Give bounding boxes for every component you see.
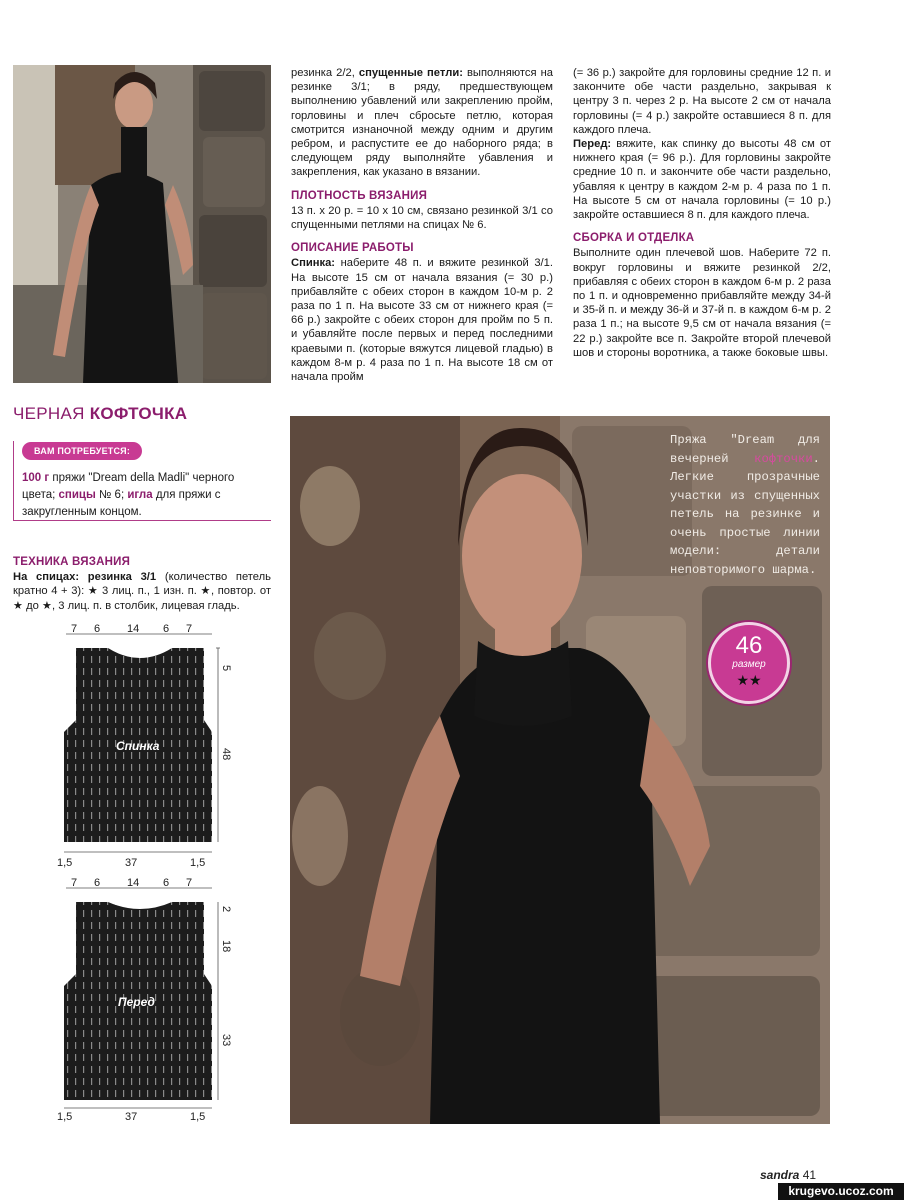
front-instructions xyxy=(573,137,831,222)
back-dim-bottom-3: 1,5 xyxy=(190,857,206,869)
materials-text xyxy=(22,470,270,521)
magazine-brand: sandra xyxy=(760,1168,800,1182)
back-dim-top-5: 7 xyxy=(186,623,193,635)
materials-label: ВАМ ПОТРЕБУЕТСЯ: xyxy=(22,442,142,460)
front-dim-top-2: 6 xyxy=(94,877,101,889)
work-heading: ОПИСАНИЕ РАБОТЫ xyxy=(291,242,414,255)
front-dim-bottom-2: 37 xyxy=(125,1111,138,1123)
density-heading: ПЛОТНОСТЬ ВЯЗАНИЯ xyxy=(291,189,428,202)
back-text: наберите 48 п. и вяжите резинкой 3/1. На высоте 15 см от начала вязания (= 30 р.) прибавляйте с обеих сторон в каждом 10-м р. 2 раза по 1 п. На высоте 33 см от нижнего края (= 66 р.) закройте с обеих сторон для пройм по 5 п. и убавляйте после первых и перед последними краевыми п. (которые вяжутся лицевой гладью) в каждом 8-м р. 4 раза по 1 п. На высоте 18 см от начала пройм xyxy=(291,257,553,384)
caption-b: . Легкие прозрачные участки из спущенных петель на резинке и очень простые линии модели: детали неповторимого шарма. xyxy=(670,451,820,577)
front-dim-bottom-3: 1,5 xyxy=(190,1111,206,1123)
technique-block xyxy=(13,555,271,613)
column-2 xyxy=(291,66,553,384)
back-label: Спинка: xyxy=(291,257,336,270)
back-right-dims xyxy=(216,648,232,842)
back-dim-bottom-1: 1,5 xyxy=(57,857,73,869)
project-title xyxy=(13,404,187,424)
page-footer xyxy=(760,1168,816,1182)
title-light: ЧЕРНАЯ xyxy=(13,404,90,423)
page-number: 41 xyxy=(802,1168,817,1182)
hook-text: для пряжи с закругленным концом. xyxy=(22,489,221,518)
caption-a: Пряжа "Dream для вечерней xyxy=(670,433,820,466)
hook-label: игла xyxy=(127,489,153,501)
front-dim-top-5: 7 xyxy=(186,877,193,889)
site-watermark: krugevo.ucoz.com xyxy=(778,1183,904,1200)
model-photo-small-image xyxy=(13,65,271,383)
back-dim-top-1: 7 xyxy=(71,623,78,635)
yarn-amount: 100 г xyxy=(22,472,50,484)
photo-caption xyxy=(670,431,820,579)
back-dim-top-2: 6 xyxy=(94,623,101,635)
materials-border-left xyxy=(13,441,14,521)
density-text: 13 п. х 20 р. = 10 х 10 см, связано резинкой 3/1 со спущенными петлями на спицах № 6. xyxy=(291,204,553,232)
front-dim-top-1: 7 xyxy=(71,877,78,889)
technique-text xyxy=(13,570,271,613)
back-dim-top-4: 6 xyxy=(163,623,170,635)
back-dim-right-2: 48 xyxy=(220,748,232,761)
model-photo-small xyxy=(13,65,271,383)
back-dim-bottom-2: 37 xyxy=(125,857,138,869)
col3-intro: (= 36 р.) закройте для горловины средние 12 п. и закончите обе части раздельно, закрывая к центру 3 п. через 2 р. На высоте 2 см от начала горловины (= 4 р.) закройте оставшиеся 8 п. для каждого плеча. xyxy=(573,67,831,136)
front-text: вяжите, как спинку до высоты 48 см от нижнего края (= 96 р.). Для горловины закройте средние 10 п. и закончите обе части раздельно, убавляя к центру в каждом 2-м р. 4 раза по 1 п. На высоте 5 см от начала горловины (= 10 р.) закройте оставшиеся 8 п. для каждого плеча. xyxy=(573,138,831,222)
front-label-text: Перед xyxy=(118,995,155,1009)
front-dim-top-3: 14 xyxy=(127,877,140,889)
technique-heading: ТЕХНИКА ВЯЗАНИЯ xyxy=(13,556,131,568)
size-label: размер xyxy=(732,659,766,670)
column-3 xyxy=(573,66,831,360)
assembly-text: Выполните один плечевой шов. Наберите 72 п. вокруг горловины и вяжите резинкой 2/2, прибавляя с обеих сторон в каждом 6-м р. 2 раза по 1 п. и одновременно прибавляйте между 34-й и 35-й п. и между 36-й и 37-й п. в каждом 6-м р. 2 раза 1 п.; на высоте 9,5 см от начала вязания (= 22 р.) закройте все п. Закройте второй плечевой шов и стороны воротника, а также боковые швы. xyxy=(573,247,831,359)
caption-highlight: кофточки xyxy=(754,451,813,466)
front-dim-right-2: 18 xyxy=(220,940,232,953)
back-instructions xyxy=(291,256,553,384)
front-label: Перед: xyxy=(573,138,612,151)
back-label-text: Спинка xyxy=(116,739,160,753)
front-dim-bottom-1: 1,5 xyxy=(57,1111,73,1123)
back-bottom-dims xyxy=(57,852,212,869)
col2-intro xyxy=(291,66,553,180)
technique-body: (количество петель кратно 4 + 3): ★ 3 лиц. п., 1 изн. п. ★, повтор. от ★ до ★, 3 лиц. п. в столбик, лицевая гладь. xyxy=(13,571,272,612)
front-dim-right-3: 33 xyxy=(220,1034,232,1047)
front-dim-top-4: 6 xyxy=(163,877,170,889)
back-dim-top-3: 14 xyxy=(127,623,140,635)
col2-intro-bold: спущенные петли: xyxy=(358,67,463,79)
front-schema xyxy=(40,874,240,1126)
size-number: 46 xyxy=(735,632,763,659)
front-bottom-dims xyxy=(57,1108,212,1123)
title-bold: КОФТОЧКА xyxy=(89,404,188,423)
yarn-text: пряжи "Dream della Madli" черного цвета; xyxy=(22,472,235,501)
needles-label: спицы xyxy=(58,489,96,501)
front-right-dims xyxy=(218,902,232,1100)
back-dim-right-1: 5 xyxy=(220,665,232,672)
back-top-dims xyxy=(66,623,212,635)
needles-text: № 6; xyxy=(95,489,128,501)
assembly-heading: СБОРКА И ОТДЕЛКА xyxy=(573,232,695,245)
col2-intro-c: выполняются на резинке 3/1; в ряду, предшествующем выполнению убавлений или закреплению пройм, горловины и плеч сбросьте петлю, которая смотрится изнаночной между одним и другим ребром, и распустите ее до наборного ряда; в следующем ряду выполняйте убавления и закрепления, как указано в вязании. xyxy=(291,67,553,179)
size-badge xyxy=(708,622,790,704)
front-top-dims xyxy=(66,877,212,889)
front-dim-right-1: 2 xyxy=(220,906,232,913)
difficulty-stars: ★★ xyxy=(736,672,762,688)
back-schema xyxy=(40,620,240,872)
col2-intro-a: резинка 2/2, xyxy=(291,67,359,79)
technique-label: На спицах: резинка 3/1 xyxy=(13,571,157,584)
